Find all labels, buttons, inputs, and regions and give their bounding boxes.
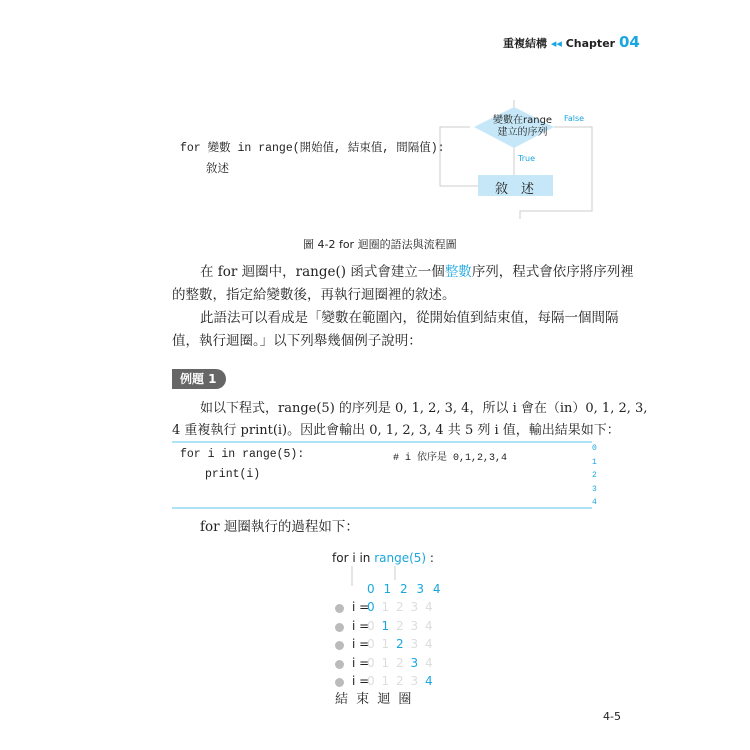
iteration-value: 1 <box>381 600 390 614</box>
step-bullet-icon <box>335 604 344 613</box>
page-number: 4-5 <box>603 710 621 723</box>
end-loop-label: 結 束 迴 圈 <box>335 692 412 707</box>
iteration-value: 2 <box>396 674 404 688</box>
code-comment: # i 依序是 0,1,2,3,4 <box>393 453 508 464</box>
iteration-value: 2 <box>396 600 404 614</box>
paragraph-2-line2: 值，執行迴圈。」以下列舉幾個例子說明： <box>172 333 422 349</box>
iteration-value: 4 <box>425 637 433 651</box>
output-column: 0 1 2 3 4 <box>592 444 597 507</box>
range-numbers: 0 1 2 3 4 <box>367 582 441 596</box>
iteration-value: 1 <box>381 618 390 633</box>
iteration-value: 0 <box>367 674 375 688</box>
code-line-1: for i in range(5): <box>180 448 305 461</box>
step-bullet-icon <box>335 660 344 669</box>
chapter-label: Chapter <box>565 37 616 50</box>
row-label: i = <box>352 618 370 633</box>
iteration-value: 4 <box>425 655 433 670</box>
iteration-value: 0 <box>367 637 375 651</box>
body-text: 敘 述 <box>495 182 535 197</box>
iteration-value: 2 <box>396 618 404 633</box>
iteration-value: 2 <box>396 655 404 670</box>
true-label: True <box>518 154 535 163</box>
iteration-value: 0 <box>367 618 375 633</box>
step-bullet-icon <box>335 623 344 632</box>
iteration-value: 2 <box>396 637 404 651</box>
process-header: for i in range(5) : <box>332 551 434 565</box>
process-intro: for 迴圈執行的過程如下： <box>200 519 359 535</box>
iteration-value: 4 <box>425 600 433 614</box>
example-line1: 如以下程式，range(5) 的序列是 0, 1, 2, 3, 4，所以 i 會在（in）0, 1, 2, 3, <box>200 401 648 416</box>
row-label: i = <box>352 600 370 614</box>
iteration-value: 0 <box>367 655 375 670</box>
syntax-line1: for 變數 in range(開始值, 結束值, 間隔值): <box>180 142 445 155</box>
figure-caption: 圖 4-2 for 迴圈的語法與流程圖 <box>303 238 457 251</box>
arrows-icon: ◂◂ <box>550 37 562 50</box>
example-line2: 4 重複執行 print(i)。因此會輸出 0, 1, 2, 3, 4 共 5 列 i 值，輸出結果如下： <box>172 423 620 438</box>
row-label: i = <box>352 637 370 651</box>
step-bullet-icon <box>335 678 344 687</box>
iteration-value: 3 <box>410 600 419 614</box>
paragraph-2-line1: 此語法可以看成是「變數在範圍內，從開始值到結束值，每隔一個間隔 <box>200 310 619 326</box>
iteration-value: 3 <box>410 637 419 651</box>
highlight-term: 整數 <box>444 264 472 280</box>
row-label: i = <box>352 655 370 670</box>
iteration-value: 1 <box>381 655 390 670</box>
iteration-value: 3 <box>410 674 419 688</box>
iteration-value: 0 <box>367 600 375 614</box>
syntax-line2: 敘述 <box>206 161 229 175</box>
iteration-value: 4 <box>425 674 433 688</box>
false-label: False <box>564 114 585 123</box>
iteration-value: 3 <box>410 618 419 633</box>
chapter-number: 04 <box>618 33 640 51</box>
running-header <box>503 33 640 51</box>
paragraph-1-line2: 的整數，指定給變數後，再執行迴圈裡的敘述。 <box>172 287 456 303</box>
paragraph-1-line1: 在 for 迴圈中，range() 函式會建立一個整數序列，程式會依序將序列裡 <box>200 264 634 280</box>
section-title: 重複結構 <box>503 37 547 50</box>
iteration-value: 4 <box>425 618 433 633</box>
code-line-2: print(i) <box>205 468 261 481</box>
iteration-value: 1 <box>381 674 390 688</box>
example-label: 例題 1 <box>172 369 226 389</box>
iteration-value: 1 <box>381 637 390 651</box>
iteration-value: 3 <box>410 655 419 670</box>
condition-text: 變數在range 建立的序列 <box>493 115 553 138</box>
row-label: i = <box>352 674 370 688</box>
step-bullet-icon <box>335 641 344 650</box>
